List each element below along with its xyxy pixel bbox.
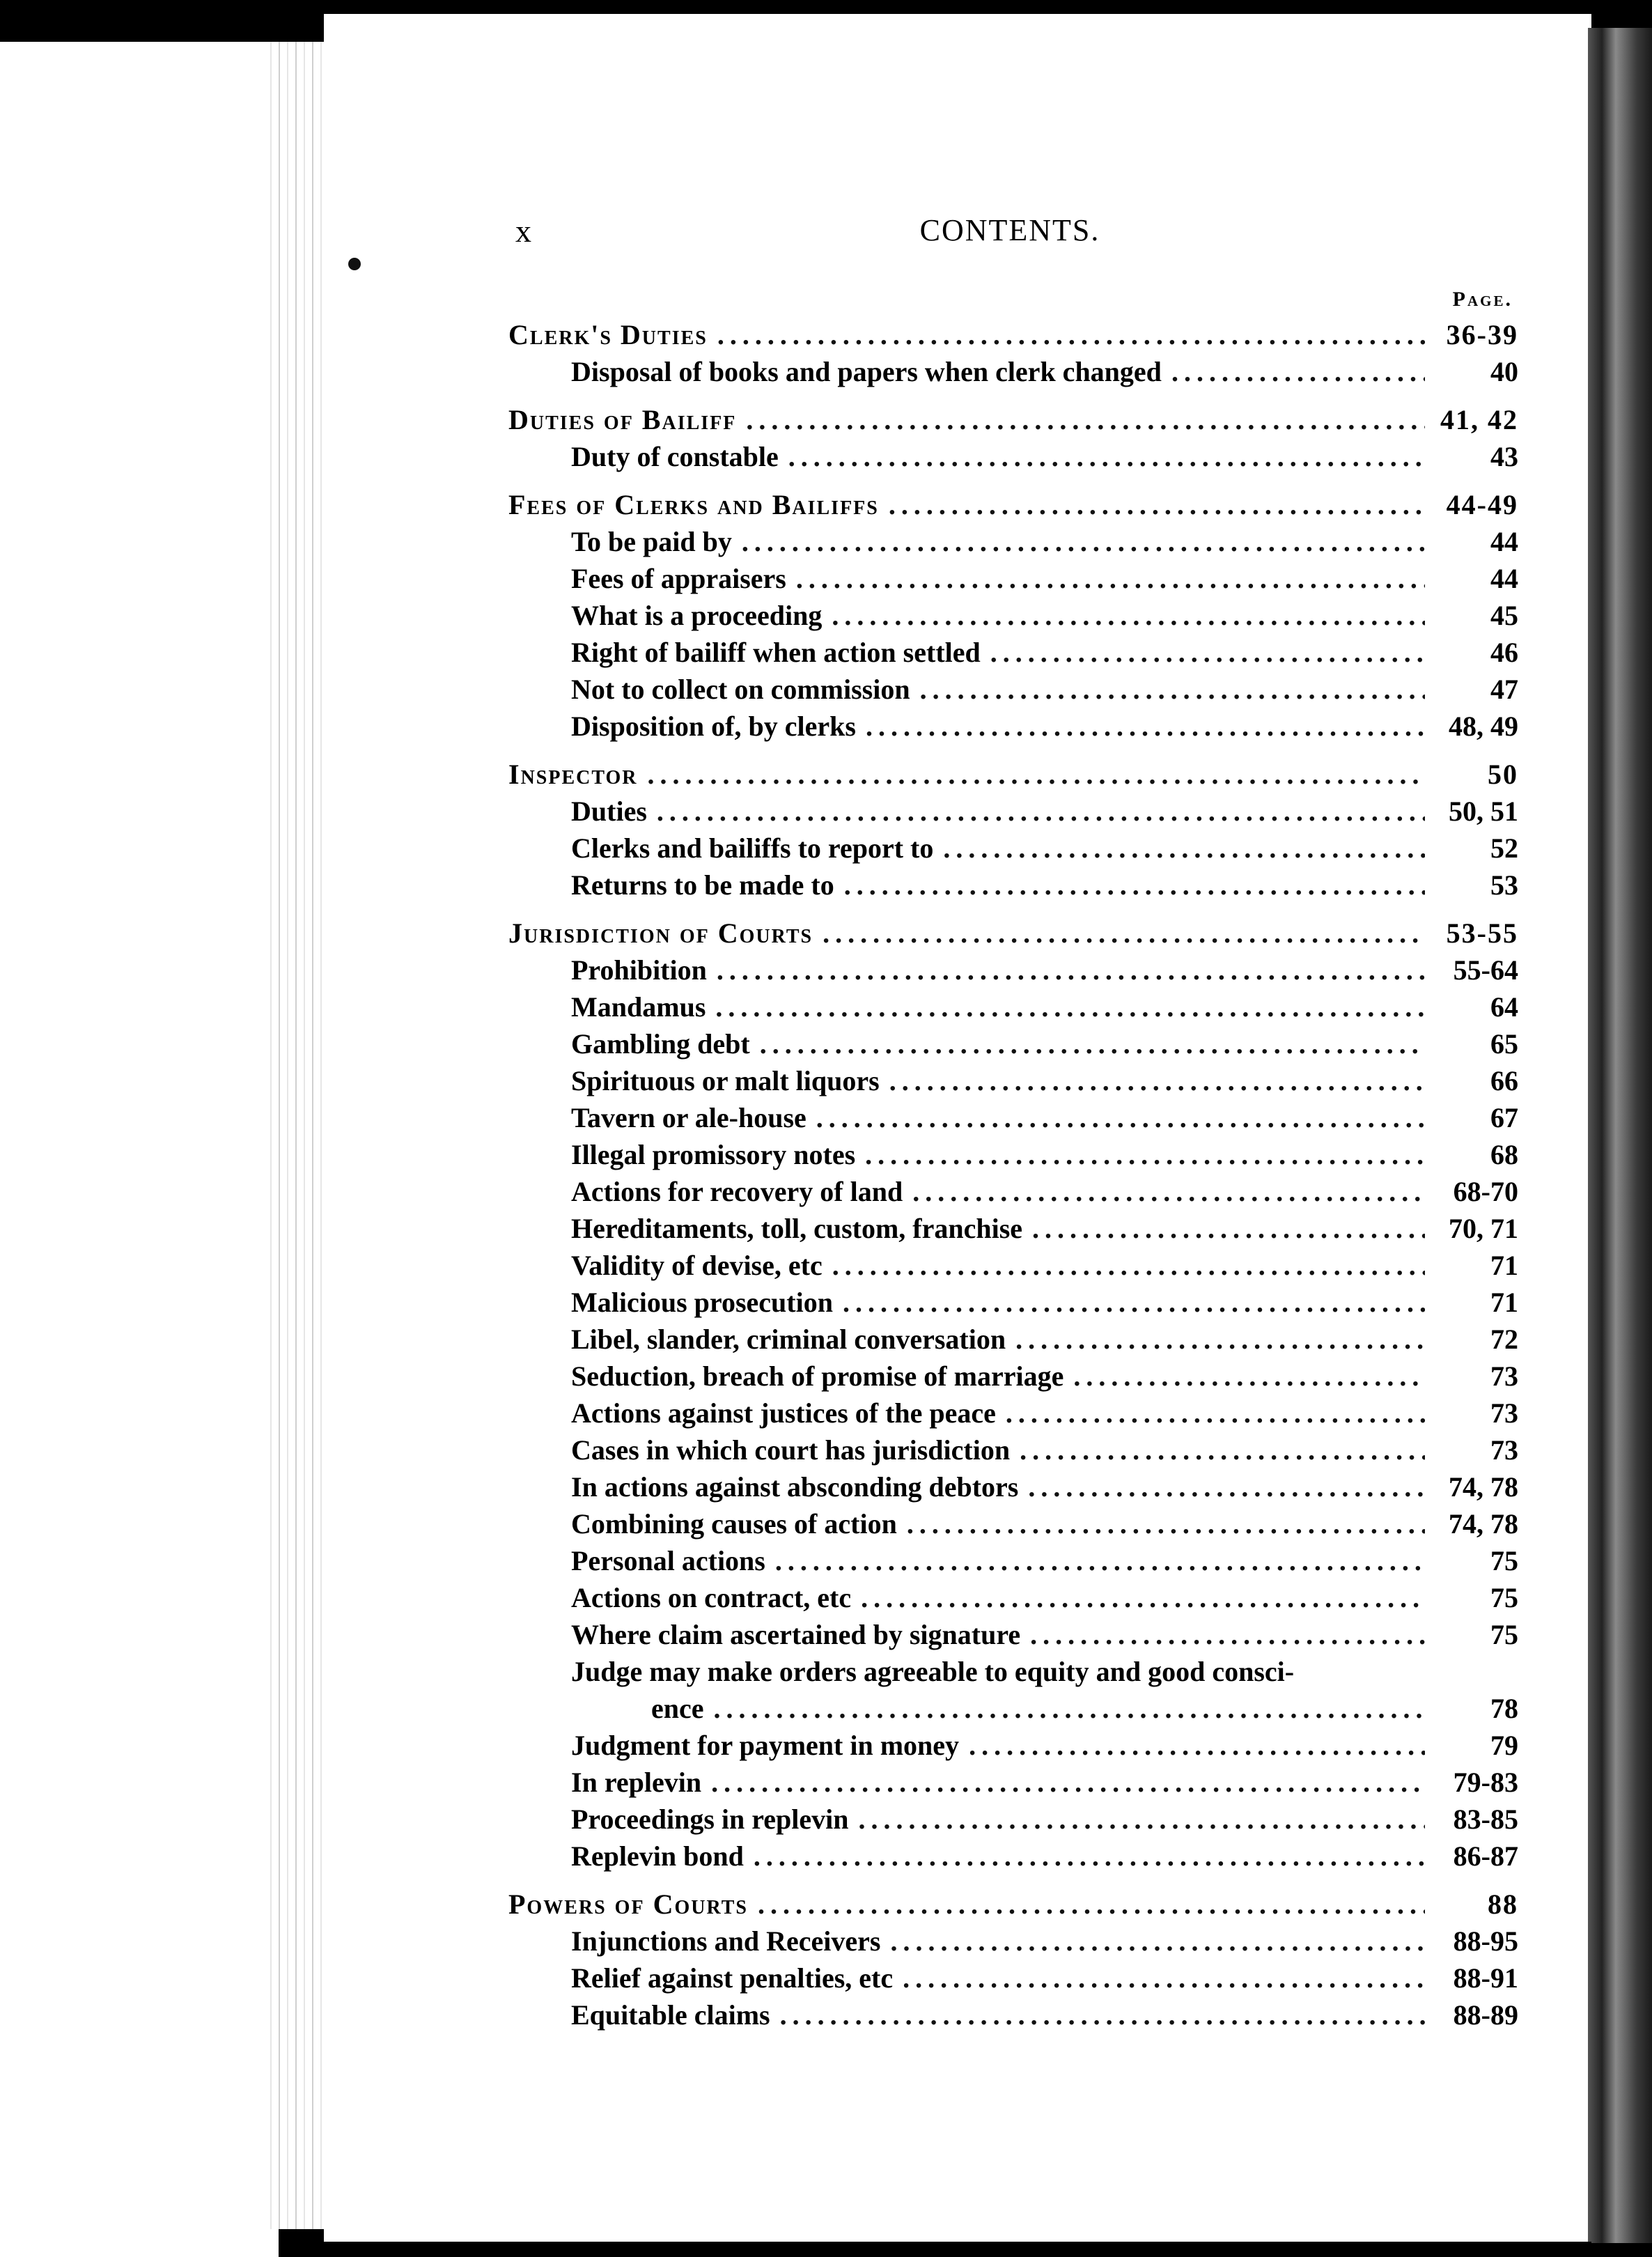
dot-leader bbox=[717, 952, 1425, 988]
toc-entry bbox=[508, 1690, 1518, 1727]
toc-section-entry bbox=[508, 915, 1518, 952]
toc-entry-label: In actions against absconding debtors bbox=[571, 1471, 1019, 1503]
toc-entry-page: 71 bbox=[1490, 1250, 1518, 1281]
toc-entry-label: Injunctions and Receivers bbox=[571, 1925, 881, 1957]
toc-entry-page: 50 bbox=[1488, 759, 1518, 790]
dot-leader bbox=[1032, 1210, 1425, 1247]
dot-leader bbox=[717, 316, 1425, 353]
toc-entries bbox=[508, 316, 1518, 2033]
toc-entry-page: 74, 78 bbox=[1449, 1471, 1518, 1503]
toc-entry bbox=[508, 1136, 1518, 1173]
toc-entry-label: Seduction, breach of promise of marriage bbox=[571, 1360, 1064, 1392]
dot-leader bbox=[861, 1579, 1425, 1616]
toc-entry-label: Combining causes of action bbox=[571, 1508, 897, 1539]
toc-entry bbox=[508, 1062, 1518, 1099]
toc-entry-label: Personal actions bbox=[571, 1545, 765, 1576]
toc-entry-label: Validity of devise, etc bbox=[571, 1250, 823, 1281]
toc-entry-page: 75 bbox=[1490, 1545, 1518, 1576]
page-number: x bbox=[515, 213, 533, 249]
dot-leader bbox=[711, 1764, 1425, 1801]
dot-leader bbox=[788, 438, 1425, 475]
toc-entry-page: 88-89 bbox=[1453, 1999, 1518, 2031]
dot-leader bbox=[746, 401, 1425, 438]
toc-entry-page: 44 bbox=[1490, 563, 1518, 594]
toc-entry-label: Jurisdiction of Courts bbox=[508, 917, 813, 949]
toc-entry-page: 73 bbox=[1490, 1360, 1518, 1392]
toc-entry bbox=[508, 1284, 1518, 1321]
toc-entry bbox=[508, 988, 1518, 1025]
toc-entry-page: 83-85 bbox=[1453, 1804, 1518, 1835]
dot-leader bbox=[859, 1801, 1425, 1838]
toc-entry-label: Cases in which court has jurisdiction bbox=[571, 1434, 1011, 1466]
scan-bottom-border bbox=[324, 2242, 1591, 2257]
dot-leader bbox=[969, 1727, 1425, 1764]
page-title: CONTENTS. bbox=[919, 213, 1100, 247]
toc-entry-label: Equitable claims bbox=[571, 1999, 770, 2031]
toc-entry-label: Spirituous or malt liquors bbox=[571, 1065, 880, 1096]
dot-leader bbox=[866, 708, 1425, 745]
toc-section-entry bbox=[508, 316, 1518, 353]
dot-leader bbox=[1171, 353, 1425, 390]
dot-leader bbox=[990, 634, 1425, 671]
toc-entry bbox=[508, 1542, 1518, 1579]
toc-entry-label: Relief against penalties, etc bbox=[571, 1962, 894, 1994]
toc-entry-label: Right of bailiff when action settled bbox=[571, 637, 981, 668]
toc-entry-page: 68 bbox=[1490, 1139, 1518, 1170]
toc-entry-page: 78 bbox=[1490, 1693, 1518, 1724]
toc-entry bbox=[508, 1099, 1518, 1136]
toc-entry-page: 55-64 bbox=[1453, 954, 1518, 986]
toc-entry-label: Duties bbox=[571, 796, 647, 827]
dot-leader bbox=[1030, 1616, 1425, 1653]
toc-entry bbox=[508, 708, 1518, 745]
toc-entry-page: 64 bbox=[1490, 991, 1518, 1023]
toc-entry-page: 74, 78 bbox=[1449, 1508, 1518, 1539]
toc-section-entry bbox=[508, 1886, 1518, 1923]
toc-entry-label: Fees of Clerks and Bailiffs bbox=[508, 489, 879, 520]
dot-leader bbox=[1073, 1358, 1425, 1395]
toc-entry-page: 79-83 bbox=[1453, 1767, 1518, 1798]
toc-entry-page: 79 bbox=[1490, 1730, 1518, 1761]
toc-entry-page: 66 bbox=[1490, 1065, 1518, 1096]
toc-entry-label: ence bbox=[651, 1693, 704, 1724]
toc-entry-page: 73 bbox=[1490, 1434, 1518, 1466]
toc-entry-page: 43 bbox=[1490, 441, 1518, 472]
toc-entry bbox=[508, 1321, 1518, 1358]
dot-leader bbox=[832, 1247, 1425, 1284]
dot-leader bbox=[889, 486, 1425, 523]
dot-leader bbox=[780, 1996, 1425, 2033]
dot-leader bbox=[843, 1284, 1425, 1321]
toc-entry-label: Actions for recovery of land bbox=[571, 1176, 903, 1207]
dot-leader bbox=[657, 793, 1425, 830]
dot-leader bbox=[1015, 1321, 1425, 1358]
toc-entry-label: Returns to be made to bbox=[571, 869, 834, 901]
toc-entry-label: Judge may make orders agreeable to equity and good consci- bbox=[571, 1656, 1295, 1687]
dot-leader bbox=[754, 1838, 1425, 1875]
toc-entry bbox=[508, 1505, 1518, 1542]
toc-entry-label: Fees of appraisers bbox=[571, 563, 786, 594]
toc-entry bbox=[508, 1653, 1518, 1690]
toc-entry bbox=[508, 1764, 1518, 1801]
toc-entry-page: 67 bbox=[1490, 1102, 1518, 1133]
table-of-contents bbox=[508, 279, 1518, 2033]
toc-entry-label: Powers of Courts bbox=[508, 1888, 748, 1920]
toc-entry bbox=[508, 1960, 1518, 1996]
toc-entry-page: 88-95 bbox=[1453, 1925, 1518, 1957]
toc-entry-page: 65 bbox=[1490, 1028, 1518, 1060]
toc-entry-label: Proceedings in replevin bbox=[571, 1804, 849, 1835]
dot-leader bbox=[823, 915, 1425, 952]
page-edge-stack bbox=[263, 42, 326, 2229]
toc-entry bbox=[508, 1395, 1518, 1432]
toc-entry-label: Libel, slander, criminal conversation bbox=[571, 1324, 1006, 1355]
toc-section-entry bbox=[508, 401, 1518, 438]
toc-entry-label: Where claim ascertained by signature bbox=[571, 1619, 1021, 1650]
toc-entry-label: Inspector bbox=[508, 759, 638, 790]
dot-leader bbox=[844, 867, 1425, 903]
facing-page-blank bbox=[0, 0, 279, 2257]
toc-entry-label: Actions against justices of the peace bbox=[571, 1397, 996, 1429]
toc-entry-label: Prohibition bbox=[571, 954, 707, 986]
toc-entry-label: Malicious prosecution bbox=[571, 1287, 833, 1318]
toc-entry bbox=[508, 1727, 1518, 1764]
toc-entry-label: Duty of constable bbox=[571, 441, 779, 472]
toc-entry-page: 71 bbox=[1490, 1287, 1518, 1318]
dot-leader bbox=[1020, 1432, 1425, 1468]
toc-entry bbox=[508, 438, 1518, 475]
toc-entry-page: 48, 49 bbox=[1449, 711, 1518, 742]
toc-entry bbox=[508, 1616, 1518, 1653]
toc-entry-page: 41, 42 bbox=[1440, 404, 1518, 435]
toc-entry-page: 47 bbox=[1490, 674, 1518, 705]
toc-entry-page: 70, 71 bbox=[1449, 1213, 1518, 1244]
toc-entry bbox=[508, 1173, 1518, 1210]
toc-section-entry bbox=[508, 486, 1518, 523]
toc-entry-label: What is a proceeding bbox=[571, 600, 823, 631]
toc-entry bbox=[508, 671, 1518, 708]
toc-entry-label: Clerk's Duties bbox=[508, 319, 708, 350]
toc-entry bbox=[508, 1996, 1518, 2033]
toc-entry-label: Gambling debt bbox=[571, 1028, 750, 1060]
toc-entry bbox=[508, 1210, 1518, 1247]
toc-entry-label: To be paid by bbox=[571, 526, 732, 557]
page-column-heading: Page. bbox=[1452, 288, 1513, 311]
toc-entry-label: In replevin bbox=[571, 1767, 702, 1798]
toc-entry bbox=[508, 1358, 1518, 1395]
dot-leader bbox=[832, 597, 1425, 634]
toc-entry-label: Clerks and bailiffs to report to bbox=[571, 832, 934, 864]
toc-entry-page: 53-55 bbox=[1446, 917, 1518, 949]
dot-leader bbox=[758, 1886, 1425, 1923]
dot-leader bbox=[889, 1062, 1425, 1099]
dot-leader bbox=[1006, 1395, 1425, 1432]
toc-entry-page: 36-39 bbox=[1446, 319, 1518, 350]
dot-leader bbox=[920, 671, 1425, 708]
dot-leader bbox=[816, 1099, 1425, 1136]
toc-entry-label: Tavern or ale-house bbox=[571, 1102, 806, 1133]
toc-entry-page: 45 bbox=[1490, 600, 1518, 631]
toc-entry-label: Disposition of, by clerks bbox=[571, 711, 856, 742]
toc-entry bbox=[508, 867, 1518, 903]
toc-entry bbox=[508, 560, 1518, 597]
toc-entry bbox=[508, 952, 1518, 988]
book-spine-edge bbox=[1588, 28, 1652, 2243]
toc-entry bbox=[508, 597, 1518, 634]
dot-leader bbox=[796, 560, 1425, 597]
toc-entry-page: 73 bbox=[1490, 1397, 1518, 1429]
dot-leader bbox=[715, 988, 1425, 1025]
toc-entry bbox=[508, 1247, 1518, 1284]
dot-leader bbox=[865, 1136, 1425, 1173]
dot-leader bbox=[912, 1173, 1425, 1210]
dot-leader bbox=[760, 1025, 1425, 1062]
toc-entry-page: 68-70 bbox=[1453, 1176, 1518, 1207]
toc-entry bbox=[508, 1468, 1518, 1505]
dot-leader bbox=[903, 1960, 1425, 1996]
toc-entry bbox=[508, 1923, 1518, 1960]
toc-entry bbox=[508, 1432, 1518, 1468]
toc-entry-label: Not to collect on commission bbox=[571, 674, 910, 705]
toc-entry bbox=[508, 830, 1518, 867]
dot-leader bbox=[1028, 1468, 1425, 1505]
toc-entry-page: 46 bbox=[1490, 637, 1518, 668]
toc-entry bbox=[508, 1838, 1518, 1875]
ink-dot bbox=[348, 258, 361, 270]
dot-leader bbox=[648, 756, 1425, 793]
dot-leader bbox=[890, 1923, 1425, 1960]
toc-entry-label: Replevin bond bbox=[571, 1840, 744, 1872]
toc-entry bbox=[508, 793, 1518, 830]
toc-entry-page: 75 bbox=[1490, 1582, 1518, 1613]
dot-leader bbox=[943, 830, 1425, 867]
toc-entry-label: Mandamus bbox=[571, 991, 706, 1023]
toc-entry-label: Actions on contract, etc bbox=[571, 1582, 852, 1613]
toc-entry-label: Illegal promissory notes bbox=[571, 1139, 856, 1170]
dot-leader bbox=[907, 1505, 1425, 1542]
toc-entry bbox=[508, 634, 1518, 671]
toc-entry-label: Disposal of books and papers when clerk changed bbox=[571, 356, 1162, 387]
dot-leader bbox=[714, 1690, 1425, 1727]
toc-entry-label: Duties of Bailiff bbox=[508, 404, 737, 435]
toc-entry-page: 50, 51 bbox=[1449, 796, 1518, 827]
toc-entry-page: 88 bbox=[1488, 1888, 1518, 1920]
toc-entry-page: 72 bbox=[1490, 1324, 1518, 1355]
toc-entry-page: 44-49 bbox=[1446, 489, 1518, 520]
running-head bbox=[515, 212, 1504, 254]
toc-entry-page: 75 bbox=[1490, 1619, 1518, 1650]
toc-entry-page: 88-91 bbox=[1453, 1962, 1518, 1994]
toc-entry bbox=[508, 1025, 1518, 1062]
toc-entry-page: 52 bbox=[1490, 832, 1518, 864]
toc-entry-page: 40 bbox=[1490, 356, 1518, 387]
toc-entry-label: Hereditaments, toll, custom, franchise bbox=[571, 1213, 1023, 1244]
toc-entry bbox=[508, 1801, 1518, 1838]
toc-entry-label: Judgment for payment in money bbox=[571, 1730, 960, 1761]
dot-leader bbox=[742, 523, 1425, 560]
toc-section-entry bbox=[508, 756, 1518, 793]
toc-entry-page: 86-87 bbox=[1453, 1840, 1518, 1872]
toc-entry bbox=[508, 1579, 1518, 1616]
toc-entry-page: 53 bbox=[1490, 869, 1518, 901]
dot-leader bbox=[775, 1542, 1425, 1579]
toc-entry-page: 44 bbox=[1490, 526, 1518, 557]
toc-entry bbox=[508, 523, 1518, 560]
toc-entry bbox=[508, 353, 1518, 390]
